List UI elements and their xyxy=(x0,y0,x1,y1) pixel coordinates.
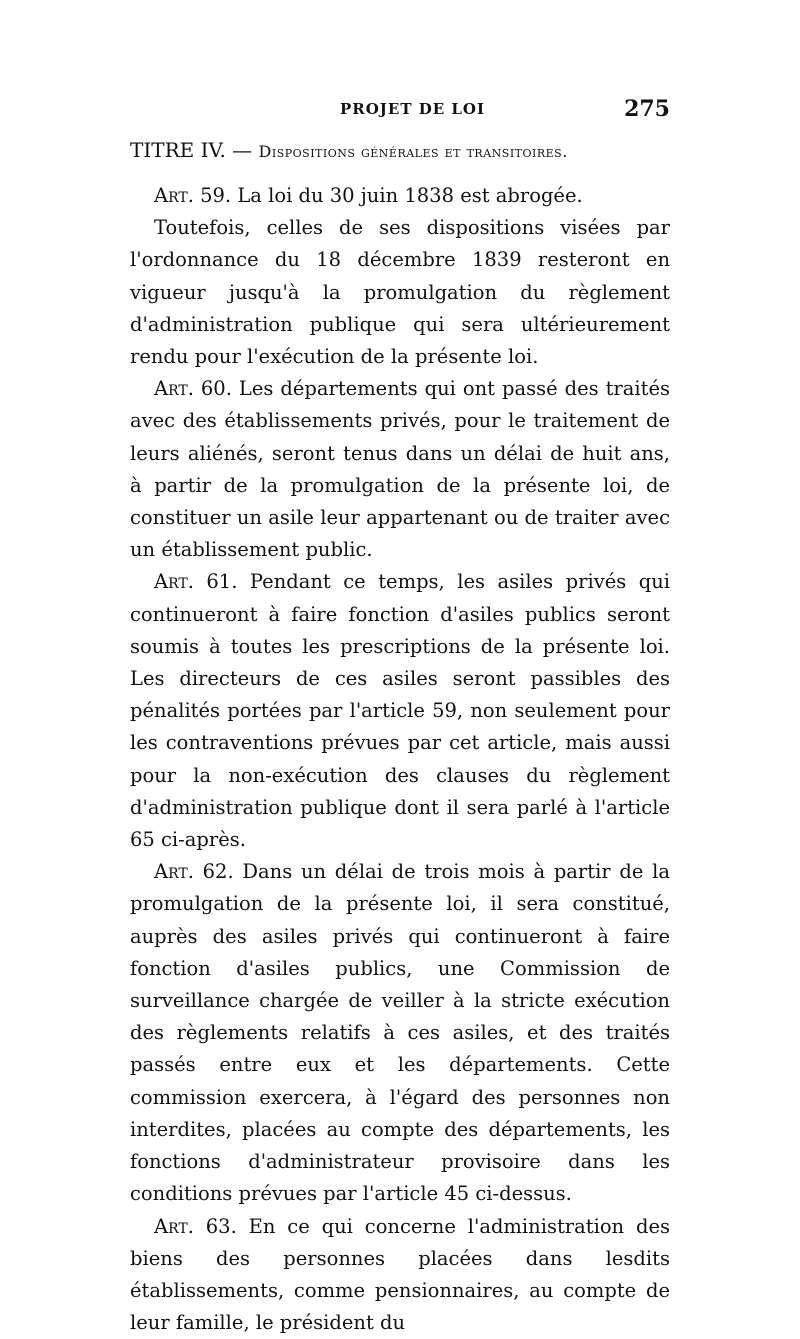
article-label: Art. 59. xyxy=(154,184,231,207)
article-paragraph xyxy=(130,180,670,212)
article-paragraph xyxy=(130,1211,670,1339)
article-label: Art. 63. xyxy=(154,1215,237,1238)
article-text: La loi du 30 juin 1838 est abrogée. xyxy=(237,184,582,207)
article-text: En ce qui concerne l'administration des biens des personnes placées dans lesdits établissements, comme pensionnaires, au compte de leur famille, le président du xyxy=(130,1215,670,1335)
book-page xyxy=(130,90,670,1339)
section-heading xyxy=(130,138,670,162)
titre-subtitle: Dispositions générales et transitoires. xyxy=(259,142,568,161)
article-label: Art. 61. xyxy=(154,570,237,593)
article-paragraph xyxy=(130,856,670,1210)
article-label: Art. 62. xyxy=(154,860,234,883)
page-header xyxy=(130,90,670,130)
titre-dash: — xyxy=(232,138,252,162)
article-body xyxy=(130,180,670,1339)
article-text: Pendant ce temps, les asiles privés qui continueront à faire fonction d'asiles publics seront soumis à toutes les prescriptions de la présente loi. Les directeurs de ces asiles seront passibles des pénalités portées par l'article 59, non seulement pour les contraventions prévues par cet article, mais aussi pour la non-exécution des clauses du règlement d'administration publique dont il sera parlé à l'article 65 ci-après. xyxy=(130,570,670,851)
article-paragraph xyxy=(130,373,670,566)
article-paragraph xyxy=(130,212,670,373)
article-text: Les départements qui ont passé des traités avec des établissements privés, pour le traitement de leurs aliénés, seront tenus dans un délai de huit ans, à partir de la promulgation de la présente loi, de constituer un asile leur appartenant ou de traiter avec un établissement public. xyxy=(130,377,670,561)
titre-label: TITRE IV. xyxy=(130,138,226,162)
article-label: Art. 60. xyxy=(154,377,232,400)
article-text: Dans un délai de trois mois à partir de la promulgation de la présente loi, il sera constitué, auprès des asiles privés qui continueront à faire fonction d'asiles publics, une Commission de surveillance chargée de veiller à la stricte exécution des règlements relatifs à ces asiles, et des traités passés entre eux et les départements. Cette commission exercera, à l'égard des personnes non interdites, placées au compte des départements, les fonctions d'administrateur provisoire dans les conditions prévues par l'article 45 ci-dessus. xyxy=(130,860,670,1205)
page-number: 275 xyxy=(624,96,670,122)
article-text: Toutefois, celles de ses dispositions visées par l'ordonnance du 18 décembre 1839 resteront en vigueur jusqu'à la promulgation du règlement d'administration publique qui sera ultérieurement rendu pour l'exécution de la présente loi. xyxy=(130,216,670,368)
running-title: PROJET DE LOI xyxy=(340,100,485,118)
article-paragraph xyxy=(130,566,670,856)
